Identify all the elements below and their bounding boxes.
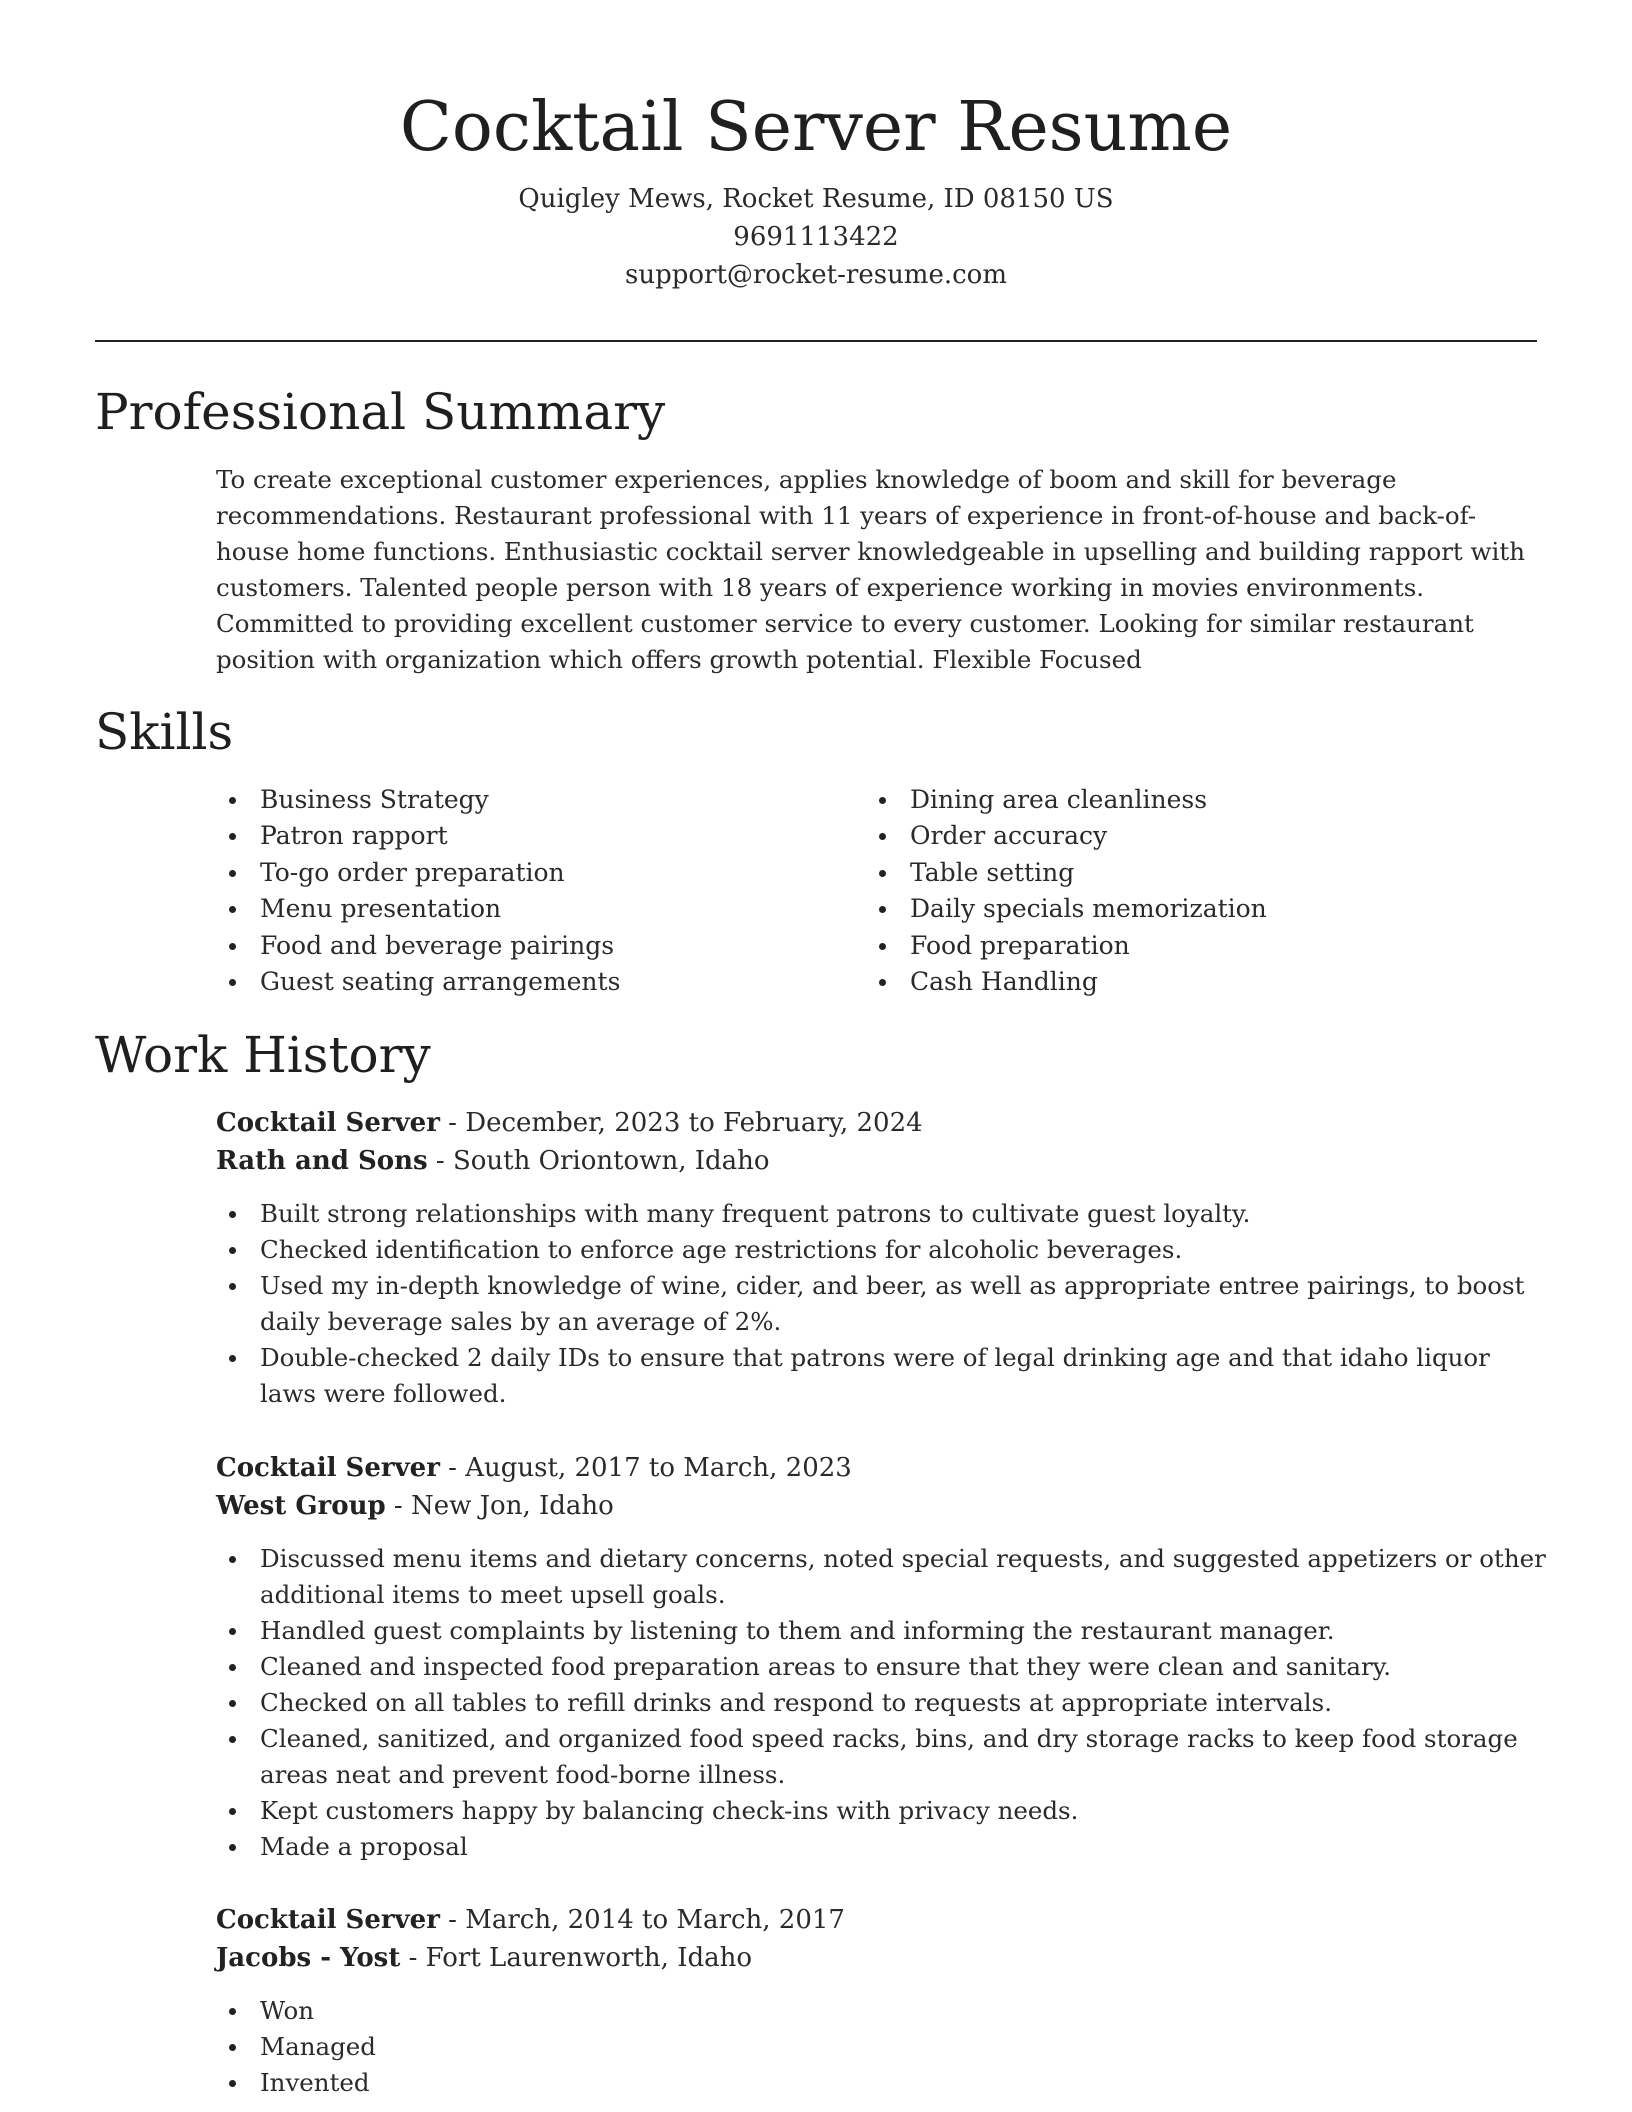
duty-item: Kept customers happy by balancing check-ins with privacy needs. — [216, 1793, 1546, 1829]
duty-item: Invented — [216, 2065, 1546, 2101]
duty-item: Cleaned, sanitized, and organized food speed racks, bins, and dry storage racks to keep food storage areas neat and prevent food-borne illness. — [216, 1721, 1546, 1793]
duty-item: Cleaned and inspected food preparation areas to ensure that they were clean and sanitary. — [216, 1649, 1546, 1685]
job-company: West Group — [216, 1491, 386, 1521]
job-entry — [216, 1449, 1546, 1865]
contact-phone: 9691113422 — [733, 222, 899, 252]
job-company-line — [216, 1939, 1546, 1977]
job-title-line — [216, 1901, 1546, 1939]
job-company-line — [216, 1487, 1546, 1525]
job-dates: - March, 2014 to March, 2017 — [439, 1905, 845, 1935]
job-dates: - August, 2017 to March, 2023 — [439, 1453, 852, 1483]
skill-item: Patron rapport — [216, 818, 816, 854]
summary-heading: Professional Summary — [95, 383, 666, 441]
duty-item: Handled guest complaints by listening to them and informing the restaurant manager. — [216, 1613, 1546, 1649]
duty-item: Built strong relationships with many frequent patrons to cultivate guest loyalty. — [216, 1196, 1546, 1232]
skill-item: Dining area cleanliness — [866, 782, 1526, 818]
contact-email: support@rocket-resume.com — [624, 260, 1007, 290]
job-duties — [216, 1993, 1546, 2101]
duty-item: Used my in-depth knowledge of wine, cider, and beer, as well as appropriate entree pairings, to boost daily beverage sales by an average of 2%. — [216, 1268, 1546, 1340]
job-duties — [216, 1196, 1546, 1412]
summary-text: To create exceptional customer experiences, applies knowledge of boom and skill for beverage recommendations. Restaurant professional with 11 years of experience in front-of-house and back-of-house home functions. Enthusiastic cocktail server knowledgeable in upselling and building rapport with customers. Talented people person with 18 years of experience working in movies environments. Committed to providing excellent customer service to every customer. Looking for similar restaurant position with organization which offers growth potential. Flexible Focused — [216, 465, 1525, 674]
skill-item: To-go order preparation — [216, 855, 816, 891]
skill-item: Business Strategy — [216, 782, 816, 818]
duty-item: Checked identification to enforce age restrictions for alcoholic beverages. — [216, 1232, 1546, 1268]
job-title-line — [216, 1104, 1546, 1142]
skill-item: Food preparation — [866, 928, 1526, 964]
job-duties — [216, 1541, 1546, 1865]
work-history-heading: Work History — [95, 1026, 431, 1084]
header-divider — [95, 340, 1537, 342]
job-title-line — [216, 1449, 1546, 1487]
job-entry — [216, 1901, 1546, 2101]
skill-item: Order accuracy — [866, 818, 1526, 854]
skill-item: Food and beverage pairings — [216, 928, 816, 964]
job-company: Rath and Sons — [216, 1146, 428, 1176]
contact-info — [0, 180, 1632, 294]
job-company: Jacobs - Yost — [216, 1943, 401, 1973]
job-dates: - December, 2023 to February, 2024 — [439, 1108, 923, 1138]
job-company-line — [216, 1142, 1546, 1180]
skills-heading: Skills — [95, 703, 234, 761]
job-entry — [216, 1104, 1546, 1412]
duty-item: Won — [216, 1993, 1546, 2029]
job-location: - South Oriontown, Idaho — [427, 1146, 770, 1176]
skill-item: Table setting — [866, 855, 1526, 891]
job-location: - New Jon, Idaho — [385, 1491, 614, 1521]
skill-item: Menu presentation — [216, 891, 816, 927]
job-role: Cocktail Server — [216, 1453, 440, 1483]
skill-item: Daily specials memorization — [866, 891, 1526, 927]
job-role: Cocktail Server — [216, 1108, 440, 1138]
resume-title: Cocktail Server Resume — [399, 88, 1233, 167]
duty-item: Double-checked 2 daily IDs to ensure that patrons were of legal drinking age and that idaho liquor laws were followed. — [216, 1340, 1546, 1412]
duty-item: Discussed menu items and dietary concerns, noted special requests, and suggested appetizers or other additional items to meet upsell goals. — [216, 1541, 1546, 1613]
resume-header — [0, 0, 1632, 294]
duty-item: Managed — [216, 2029, 1546, 2065]
contact-address: Quigley Mews, Rocket Resume, ID 08150 US — [518, 184, 1114, 214]
skill-item: Cash Handling — [866, 964, 1526, 1000]
duty-item: Made a proposal — [216, 1829, 1546, 1865]
job-role: Cocktail Server — [216, 1905, 440, 1935]
job-location: - Fort Laurenworth, Idaho — [400, 1943, 753, 1973]
duty-item: Checked on all tables to refill drinks and respond to requests at appropriate intervals. — [216, 1685, 1546, 1721]
skills-list-right — [866, 782, 1526, 1000]
skills-list-left — [216, 782, 816, 1000]
skill-item: Guest seating arrangements — [216, 964, 816, 1000]
